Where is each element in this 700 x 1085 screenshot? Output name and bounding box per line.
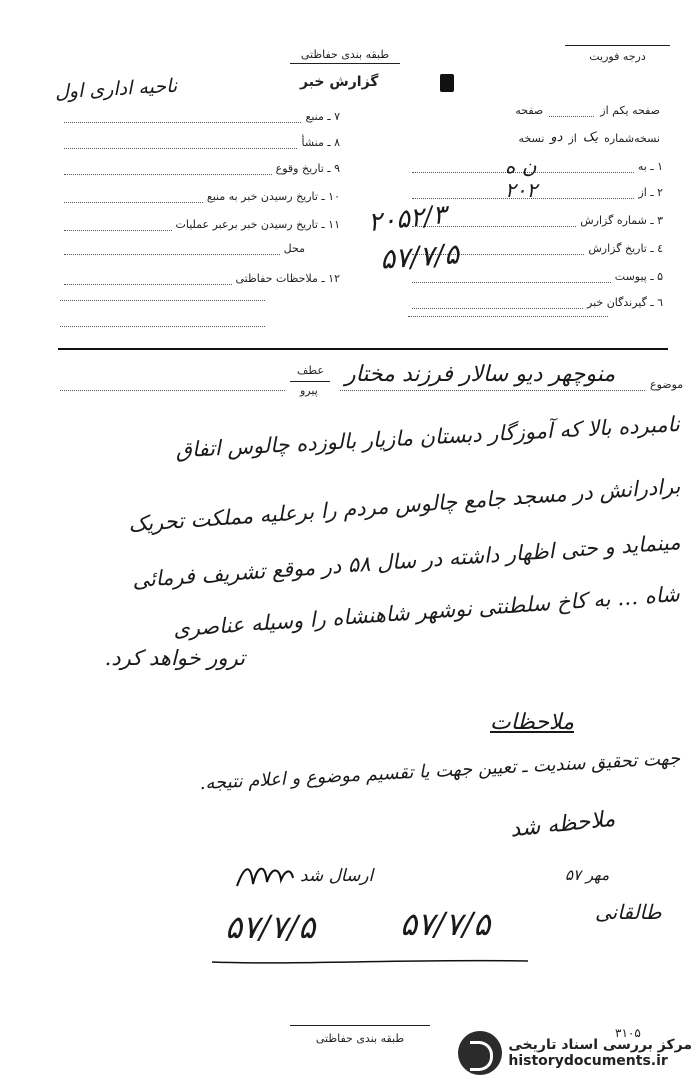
field-report-number-label: ۳ ـ شماره گزارش bbox=[580, 214, 663, 227]
copy-label: نسخه‌شماره bbox=[604, 132, 660, 145]
field-receipt-date-source bbox=[60, 190, 340, 203]
top-mark bbox=[440, 74, 454, 92]
copy-line bbox=[519, 130, 660, 145]
bottom-number-right: ۵۷/۷/۵ bbox=[400, 905, 491, 943]
page-prefix: صفحه یکم از bbox=[600, 104, 660, 117]
notes-heading: ملاحظات bbox=[490, 710, 574, 735]
footer-code: ۳۱۰۵ bbox=[615, 1026, 641, 1040]
signature-scribble-icon bbox=[235, 858, 295, 892]
archive-logo-icon bbox=[458, 1031, 502, 1075]
field-security-notes bbox=[60, 272, 340, 285]
bottom-numbers-underline bbox=[210, 952, 530, 962]
body-line-5: ترور خواهد کرد. bbox=[104, 646, 245, 670]
classification-bottom: طبقه بندی حفاظتی bbox=[315, 1032, 405, 1045]
field-to-value: ن ه bbox=[505, 154, 537, 178]
watermark-url: historydocuments.ir bbox=[508, 1053, 668, 1069]
field-source-label: ۷ ـ منبع bbox=[305, 110, 340, 123]
classification-top: طبقه بندی حفاظتی bbox=[300, 48, 390, 61]
security-notes-line-3 bbox=[60, 326, 265, 327]
field-recipients-label: ٦ ـ گیرندگان خبر bbox=[587, 296, 663, 309]
field-location bbox=[60, 242, 305, 255]
page-line bbox=[515, 104, 660, 117]
field-from-label: ۲ ـ از bbox=[638, 186, 663, 199]
field-report-number-value: ۲۰۵۲/۳ bbox=[366, 199, 448, 239]
security-notes-line-2 bbox=[60, 300, 265, 301]
header-divider bbox=[58, 348, 668, 350]
field-receipt-date-ops-label: ۱۱ ـ تاریخ رسیدن خبر برعبر عملیات bbox=[175, 218, 340, 231]
page-suffix: صفحه bbox=[515, 104, 544, 117]
field-receipt-date-ops bbox=[60, 218, 340, 231]
copy-suffix: نسخه bbox=[518, 132, 545, 145]
field-report-date-label: ٤ ـ تاریخ گزارش bbox=[588, 242, 663, 255]
field-from-value: ۲۰۲ bbox=[505, 178, 538, 202]
priority-box bbox=[565, 45, 670, 63]
footer-classification-box bbox=[290, 1025, 430, 1045]
notes-text: جهت تحقیق سندیت ـ تعیین جهت یا تقسیم موضوع و اعلام نتیجه. bbox=[199, 748, 681, 795]
field-occurrence-date-label: ۹ ـ تاریخ وقوع bbox=[275, 162, 340, 175]
signature-reviewed: ملاحظه شد bbox=[508, 806, 617, 843]
body-line-2: برادرانش در مسجد جامع چالوس مردم را برعلیه مملکت تحریک bbox=[127, 474, 681, 537]
field-to-label: ۱ ـ به bbox=[637, 160, 663, 173]
body-line-3: مینماید و حتی اظهار داشته در سال ۵۸ در موقع تشریف فرمائی bbox=[131, 530, 681, 593]
priority-label: درجه فوریت bbox=[589, 50, 646, 63]
signature-reviewed-date: مهر ۵۷ bbox=[565, 866, 610, 884]
body-line-1: نامبرده بالا که آموزگار دبستان مازیار بالوزده چالوس اتفاق bbox=[175, 412, 681, 463]
subject-ref-top: عطف bbox=[297, 364, 324, 377]
form-title: گزارش خبر bbox=[300, 74, 379, 90]
subject-ref-bottom: پیرو bbox=[300, 384, 318, 397]
field-attachment-label: ۵ ـ پیوست bbox=[614, 270, 663, 283]
subject-ref-divider bbox=[290, 381, 330, 382]
body-line-4: شاه … به کاخ سلطنتی نوشهر شاهنشاه را وسیله عناصری bbox=[172, 582, 681, 642]
signature-sent: ارسال شد bbox=[300, 866, 374, 886]
subject-underline bbox=[340, 390, 645, 391]
field-occurrence-date bbox=[60, 162, 340, 175]
copy-of: از bbox=[568, 132, 577, 145]
signature-name: طالقانی bbox=[595, 900, 662, 924]
field-receipt-date-source-label: ۱۰ ـ تاریخ رسیدن خبر به منبع bbox=[206, 190, 340, 203]
copy-number: یک bbox=[582, 130, 599, 145]
watermark-name: مرکز بررسی اسناد تاریخی bbox=[508, 1037, 692, 1053]
subject-ref-line bbox=[60, 390, 285, 391]
copy-total: دو bbox=[550, 130, 563, 145]
watermark bbox=[454, 1031, 692, 1075]
field-origin-label: ۸ ـ منشأ bbox=[301, 136, 340, 149]
field-location-label: محل bbox=[283, 242, 305, 255]
field-security-notes-label: ۱۲ ـ ملاحظات حفاظتی bbox=[235, 272, 340, 285]
field-report-date-value: ۵۷/۷/۵ bbox=[378, 237, 461, 276]
source-handwritten: ناحیه اداری اول bbox=[54, 74, 178, 104]
field-source bbox=[60, 110, 340, 123]
subject-value: منوچهر دیو سالار فرزند مختار bbox=[345, 362, 616, 387]
field-origin bbox=[60, 136, 340, 149]
classification-header bbox=[290, 48, 400, 64]
underline-stroke-icon bbox=[210, 957, 530, 967]
subject-label: موضوع bbox=[650, 378, 684, 391]
field-attachment bbox=[408, 270, 663, 283]
recipients-extra-line bbox=[408, 316, 608, 317]
bottom-number-left: ۵۷/۷/۵ bbox=[225, 908, 316, 946]
field-recipients bbox=[408, 296, 663, 309]
signature-scribble bbox=[235, 858, 295, 892]
